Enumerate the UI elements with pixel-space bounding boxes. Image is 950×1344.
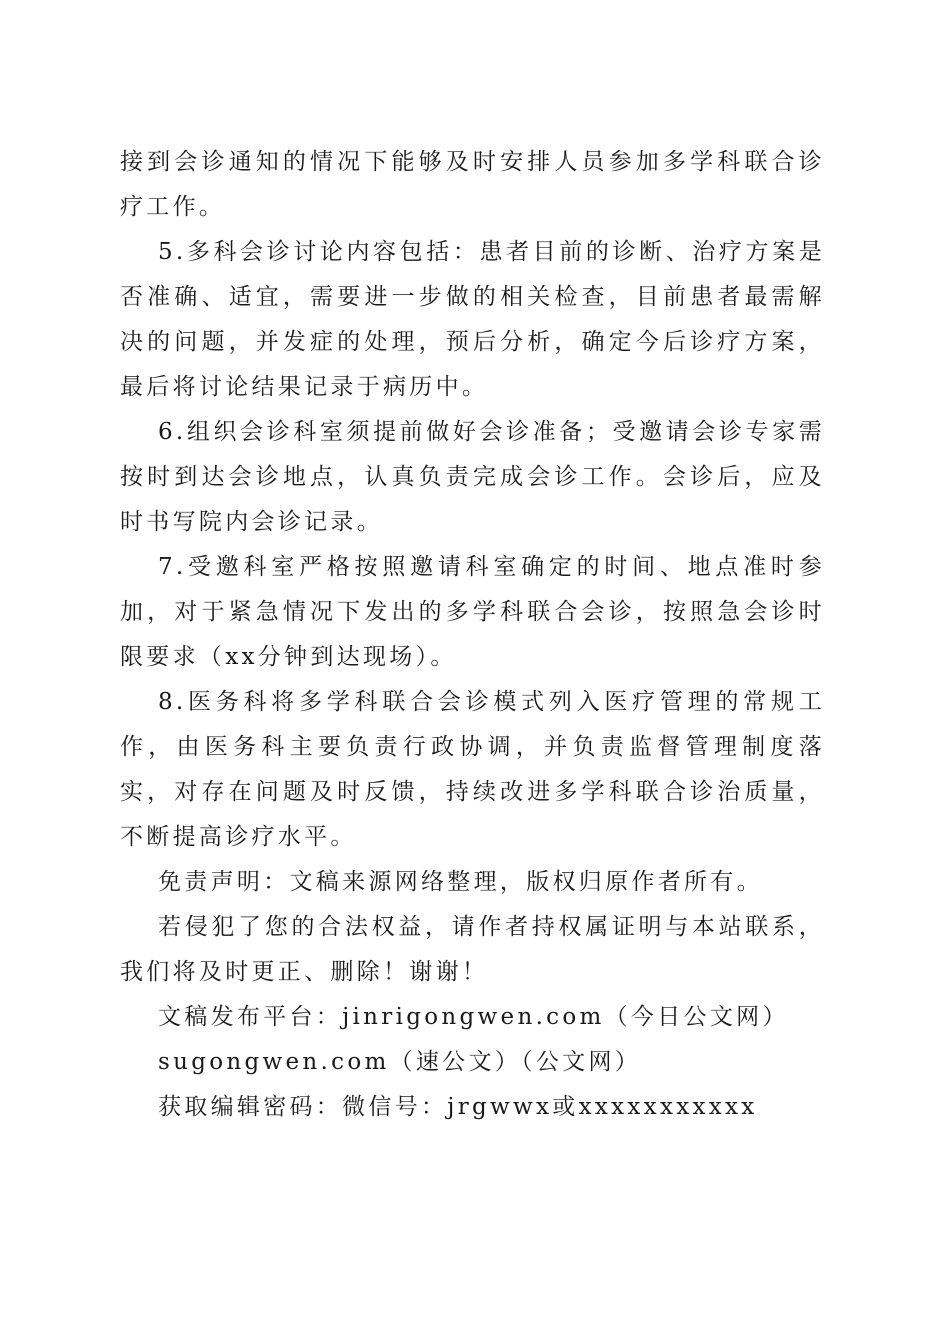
paragraph-item-8: 8.医务科将多学科联合会诊模式列入医疗管理的常规工作，由医务科主要负责行政协调，并负责监督管理制度落实，对存在问题及时反馈，持续改进多学科联合诊治质量，不断提高诊疗水平。: [120, 689, 825, 850]
document-body: [120, 140, 825, 1130]
paragraph-item-7: 7.受邀科室严格按照邀请科室确定的时间、地点准时参加，对于紧急情况下发出的多学科联合会诊，按照急会诊时限要求（xx分钟到达现场）。: [120, 554, 825, 670]
paragraph-continuation: 接到会诊通知的情况下能够及时安排人员参加多学科联合诊疗工作。: [120, 149, 825, 220]
edit-password-info: 获取编辑密码：微信号：jrgwwx或xxxxxxxxxxx: [158, 1094, 758, 1120]
publishing-platform: 文稿发布平台：jinrigongwen.com（今日公文网）: [158, 1004, 789, 1030]
disclaimer-line: 免责声明：文稿来源网络整理，版权归原作者所有。: [158, 869, 763, 895]
infringement-notice: 若侵犯了您的合法权益，请作者持权属证明与本站联系，我们将及时更正、删除！谢谢！: [120, 914, 825, 985]
paragraph-item-5: 5.多科会诊讨论内容包括：患者目前的诊断、治疗方案是否准确、适宜，需要进一步做的相关检查，目前患者最需解决的问题，并发症的处理，预后分析，确定今后诊疗方案，最后将讨论结果记录于病历中。: [120, 239, 825, 400]
paragraph-item-6: 6.组织会诊科室须提前做好会诊准备；受邀请会诊专家需按时到达会诊地点，认真负责完成会诊工作。会诊后，应及时书写院内会诊记录。: [120, 419, 825, 535]
publishing-platform-secondary: sugongwen.com（速公文）（公文网）: [158, 1049, 642, 1075]
